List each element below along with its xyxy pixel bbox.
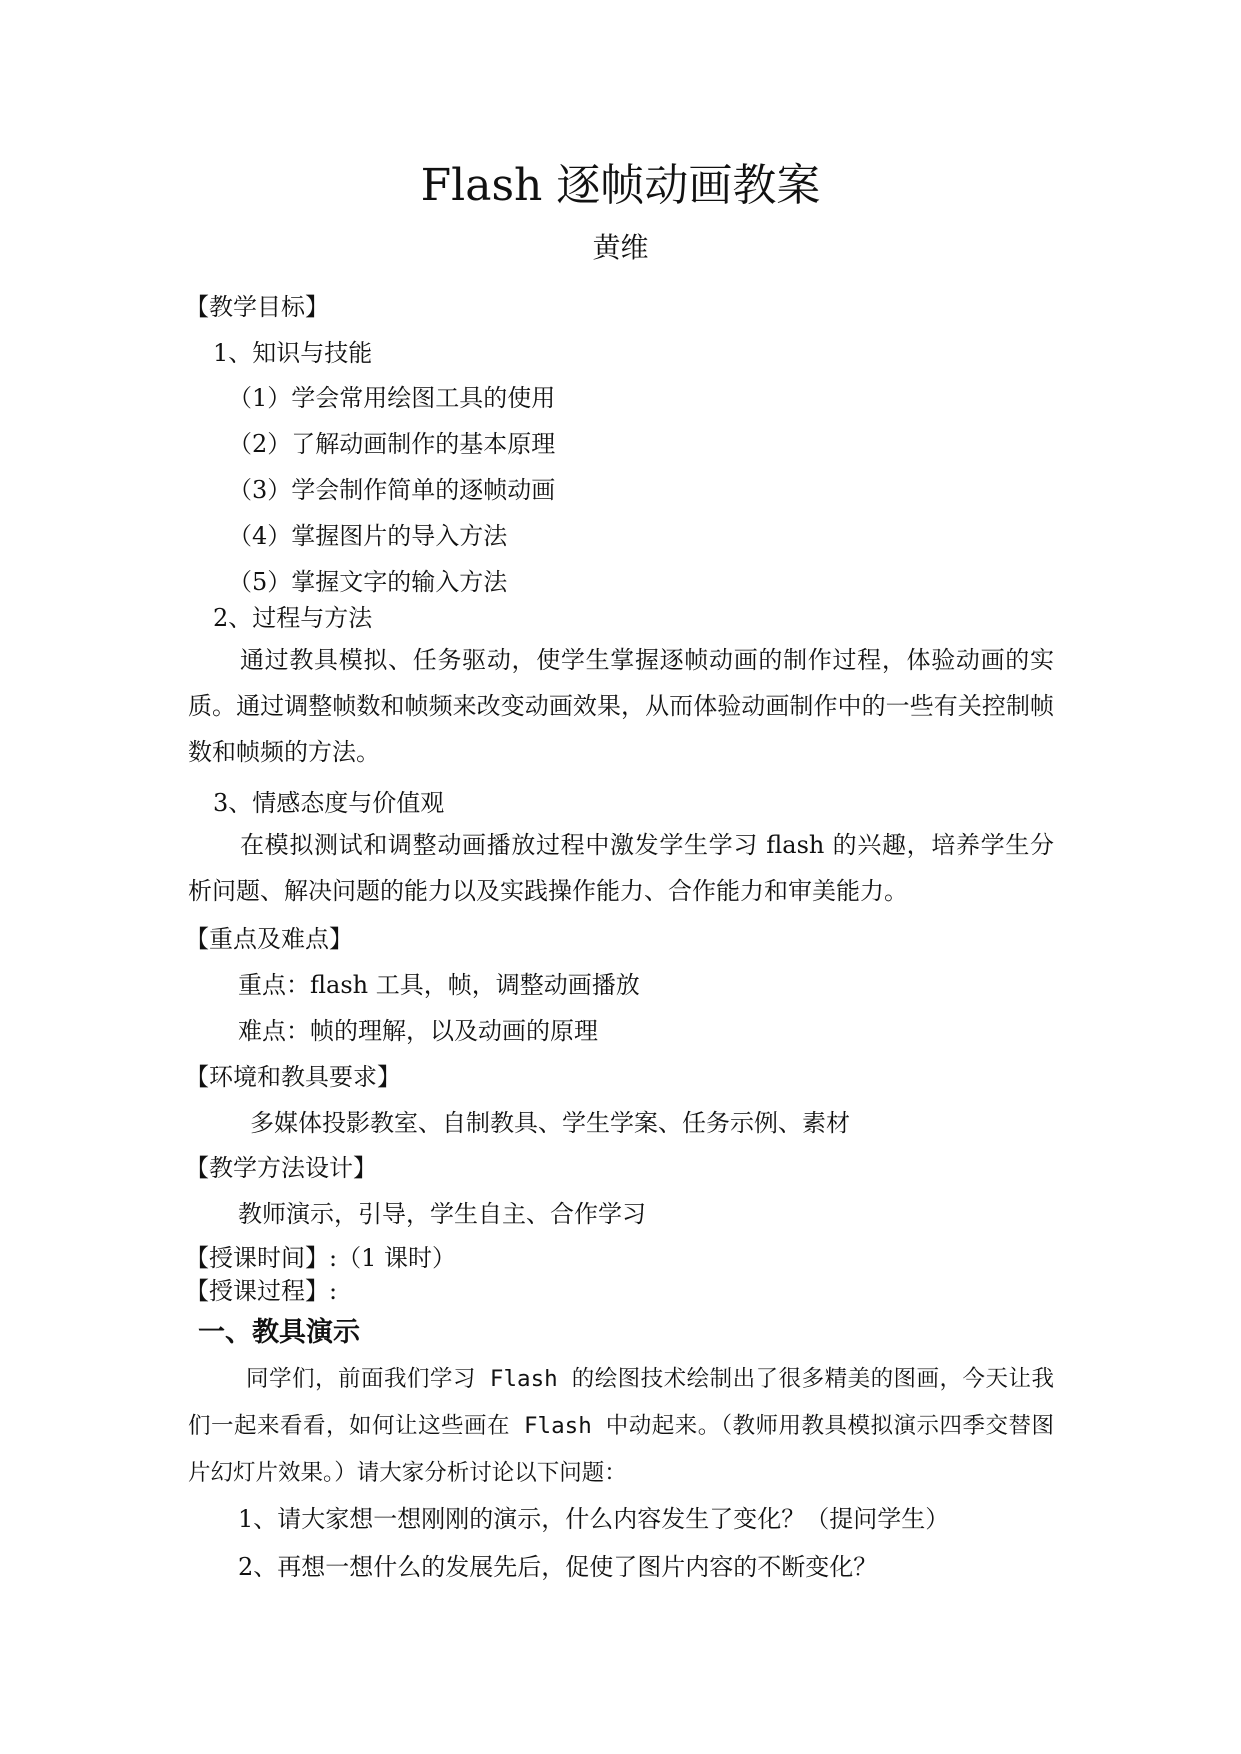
lesson-time: 【授课时间】:（1 课时）: [185, 1244, 456, 1272]
part1-intro: 同学们，前面我们学习 Flash 的绘图技术绘制出了很多精美的图画，今天让我们一起来看看，如何让这些画在 Flash 中动起来。（教师用教具模拟演示四季交替图片幻灯片效果。）请大家分析讨论以下问题：: [188, 1366, 1054, 1486]
list-item: （3）学会制作简单的逐帧动画: [228, 476, 556, 504]
list-item: （2）了解动画制作的基本原理: [228, 430, 556, 458]
subheading-process: 2、过程与方法: [213, 604, 373, 632]
key-point-text: 重点：flash 工具，帧，调整动画播放: [238, 971, 640, 999]
paragraph-process: 通过教具模拟、任务驱动，使学生掌握逐帧动画的制作过程，体验动画的实质。通过调整帧数和帧频来改变动画效果，从而体验动画制作中的一些有关控制帧数和帧频的方法。: [188, 646, 1054, 766]
environment-text: 多媒体投影教室、自制教具、学生学案、任务示例、素材: [250, 1109, 850, 1137]
subheading-knowledge: 1、知识与技能: [213, 339, 373, 367]
list-item: （4）掌握图片的导入方法: [228, 522, 508, 550]
section-heading-methods: 【教学方法设计】: [185, 1154, 377, 1182]
question-item: 2、再想一想什么的发展先后，促使了图片内容的不断变化？: [238, 1553, 878, 1581]
document-title: Flash 逐帧动画教案: [420, 160, 821, 211]
section-heading-key-points: 【重点及难点】: [185, 925, 353, 953]
list-item: （5）掌握文字的输入方法: [228, 568, 508, 596]
difficult-point-text: 难点：帧的理解，以及动画的原理: [238, 1017, 598, 1045]
section-heading-process: 【授课过程】:: [185, 1277, 338, 1305]
section-heading-environment: 【环境和教具要求】: [185, 1063, 401, 1091]
document-author: 黄维: [592, 231, 649, 264]
list-item: （1）学会常用绘图工具的使用: [228, 384, 556, 412]
section-heading-objectives: 【教学目标】: [185, 293, 329, 321]
methods-text: 教师演示，引导，学生自主、合作学习: [238, 1200, 646, 1228]
subheading-emotion: 3、情感态度与价值观: [213, 789, 445, 817]
question-item: 1、请大家想一想刚刚的演示，什么内容发生了变化？（提问学生）: [238, 1505, 950, 1533]
part1-heading: 一、教具演示: [198, 1317, 360, 1348]
paragraph-emotion: 在模拟测试和调整动画播放过程中激发学生学习 flash 的兴趣，培养学生分析问题、解决问题的能力以及实践操作能力、合作能力和审美能力。: [188, 831, 1054, 905]
